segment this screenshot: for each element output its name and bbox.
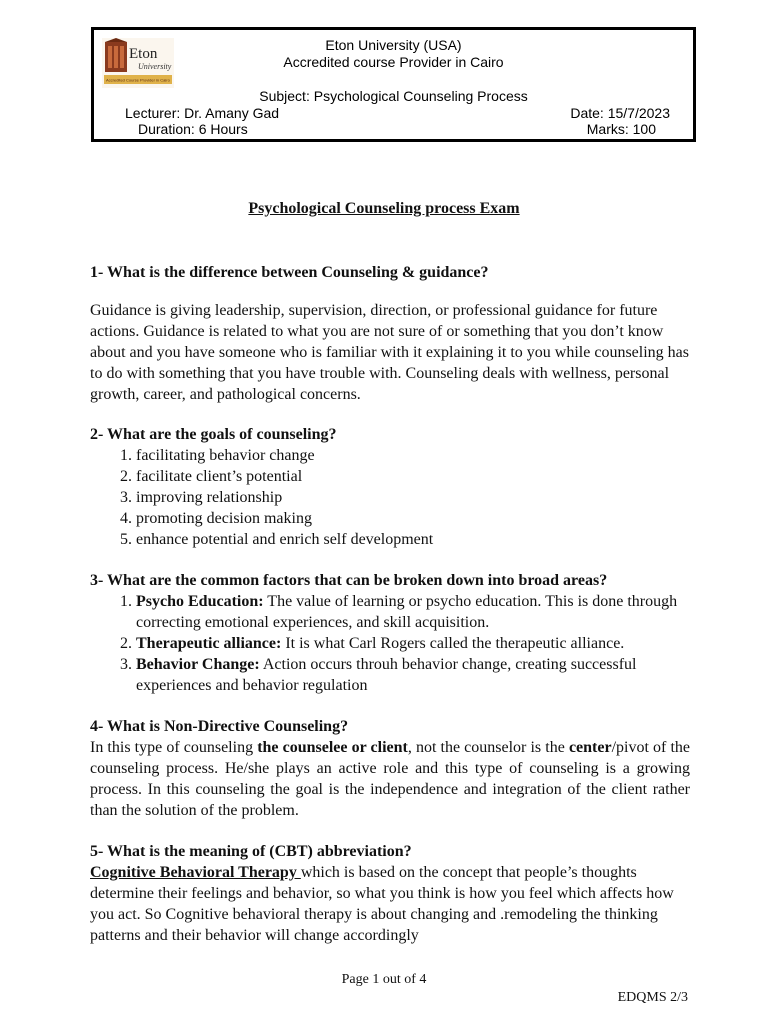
- list-item: 1. facilitating behavior change: [136, 445, 690, 466]
- cbt-term: Cognitive Behavioral Therapy: [90, 864, 301, 881]
- page-number: Page 1 out of 4: [341, 972, 427, 987]
- duration-line: Duration: 6 Hours: [138, 121, 248, 137]
- factor-term: Therapeutic alliance:: [136, 635, 282, 652]
- question-5: 5- What is the meaning of (CBT) abbreviation?: [90, 843, 412, 860]
- university-name: Eton University (USA): [325, 37, 462, 53]
- answer-4-text: /pivot of the counseling process. He/she plays an active role and this type of counseling is a growing process. In this counseling the goal is the independence and integration of the client rather than the solution of the problem.: [90, 739, 691, 819]
- factor-term: Psycho Education:: [136, 593, 264, 610]
- document-code: EDQMS 2/3: [617, 990, 688, 1005]
- svg-text:Accredited Course Provider in: Accredited Course Provider in Cairo: [106, 77, 170, 83]
- list-item: 5. enhance potential and enrich self development: [136, 529, 690, 550]
- answer-5-text: which is based on the concept that people’s thoughts determine their feelings and behavior, so what you think is how you feel which affects how you act. So Cognitive behavioral therapy is about changing and .remodeling the thinking patterns and their behavior will change accordingly: [90, 864, 674, 944]
- goals-list: [90, 445, 690, 550]
- list-item: 4. promoting decision making: [136, 508, 690, 529]
- svg-text:University: University: [138, 62, 172, 71]
- date-line: Date: 15/7/2023: [570, 105, 670, 121]
- page-title: Psychological Counseling process Exam: [248, 200, 520, 217]
- factor-text: Action occurs throuh behavior change, creating successful experiences and behavior regulation: [136, 656, 637, 694]
- factors-list: [90, 591, 690, 696]
- question-3: 3- What are the common factors that can be broken down into broad areas?: [90, 572, 608, 589]
- subject-line: Subject: Psychological Counseling Process: [259, 88, 528, 104]
- answer-5: [90, 862, 690, 946]
- lecturer-line: Lecturer: Dr. Amany Gad: [125, 105, 280, 121]
- exam-content: [90, 262, 690, 946]
- marks-line: Marks: 100: [586, 121, 656, 137]
- answer-4-bold: the counselee or client: [257, 739, 408, 756]
- answer-4-bold: center: [568, 739, 612, 756]
- provider-line: Accredited course Provider in Cairo: [283, 54, 504, 70]
- list-item: 3. improving relationship: [136, 487, 690, 508]
- answer-1: Guidance is giving leadership, supervision, direction, or professional guidance for future actions. Guidance is related to what you are not sure of or something that you don’t know about and you have someone who is familiar with it explaining it to you while counseling has to do with something that you have trouble with. Counseling deals with wellness, personal growth, career, and pathological concerns.: [90, 302, 689, 403]
- exam-header: [91, 27, 696, 142]
- factor-term: Behavior Change:: [136, 656, 260, 673]
- list-item: [136, 633, 690, 654]
- answer-4: [90, 737, 690, 821]
- question-4: 4- What is Non-Directive Counseling?: [90, 718, 349, 735]
- answer-4-text: In this type of counseling: [90, 739, 258, 756]
- question-2: 2- What are the goals of counseling?: [90, 426, 337, 443]
- list-item: 2. facilitate client’s potential: [136, 466, 690, 487]
- list-item: [136, 654, 690, 696]
- answer-4-text: , not the counselor is the: [407, 739, 569, 756]
- list-item: [136, 591, 690, 633]
- factor-text: The value of learning or psycho education. This is done through correcting emotional experiences, and skill acquisition.: [136, 593, 678, 631]
- factor-text: It is what Carl Rogers called the therapeutic alliance.: [281, 635, 625, 652]
- question-1: 1- What is the difference between Counseling & guidance?: [90, 264, 489, 281]
- svg-text:Eton: Eton: [129, 46, 158, 62]
